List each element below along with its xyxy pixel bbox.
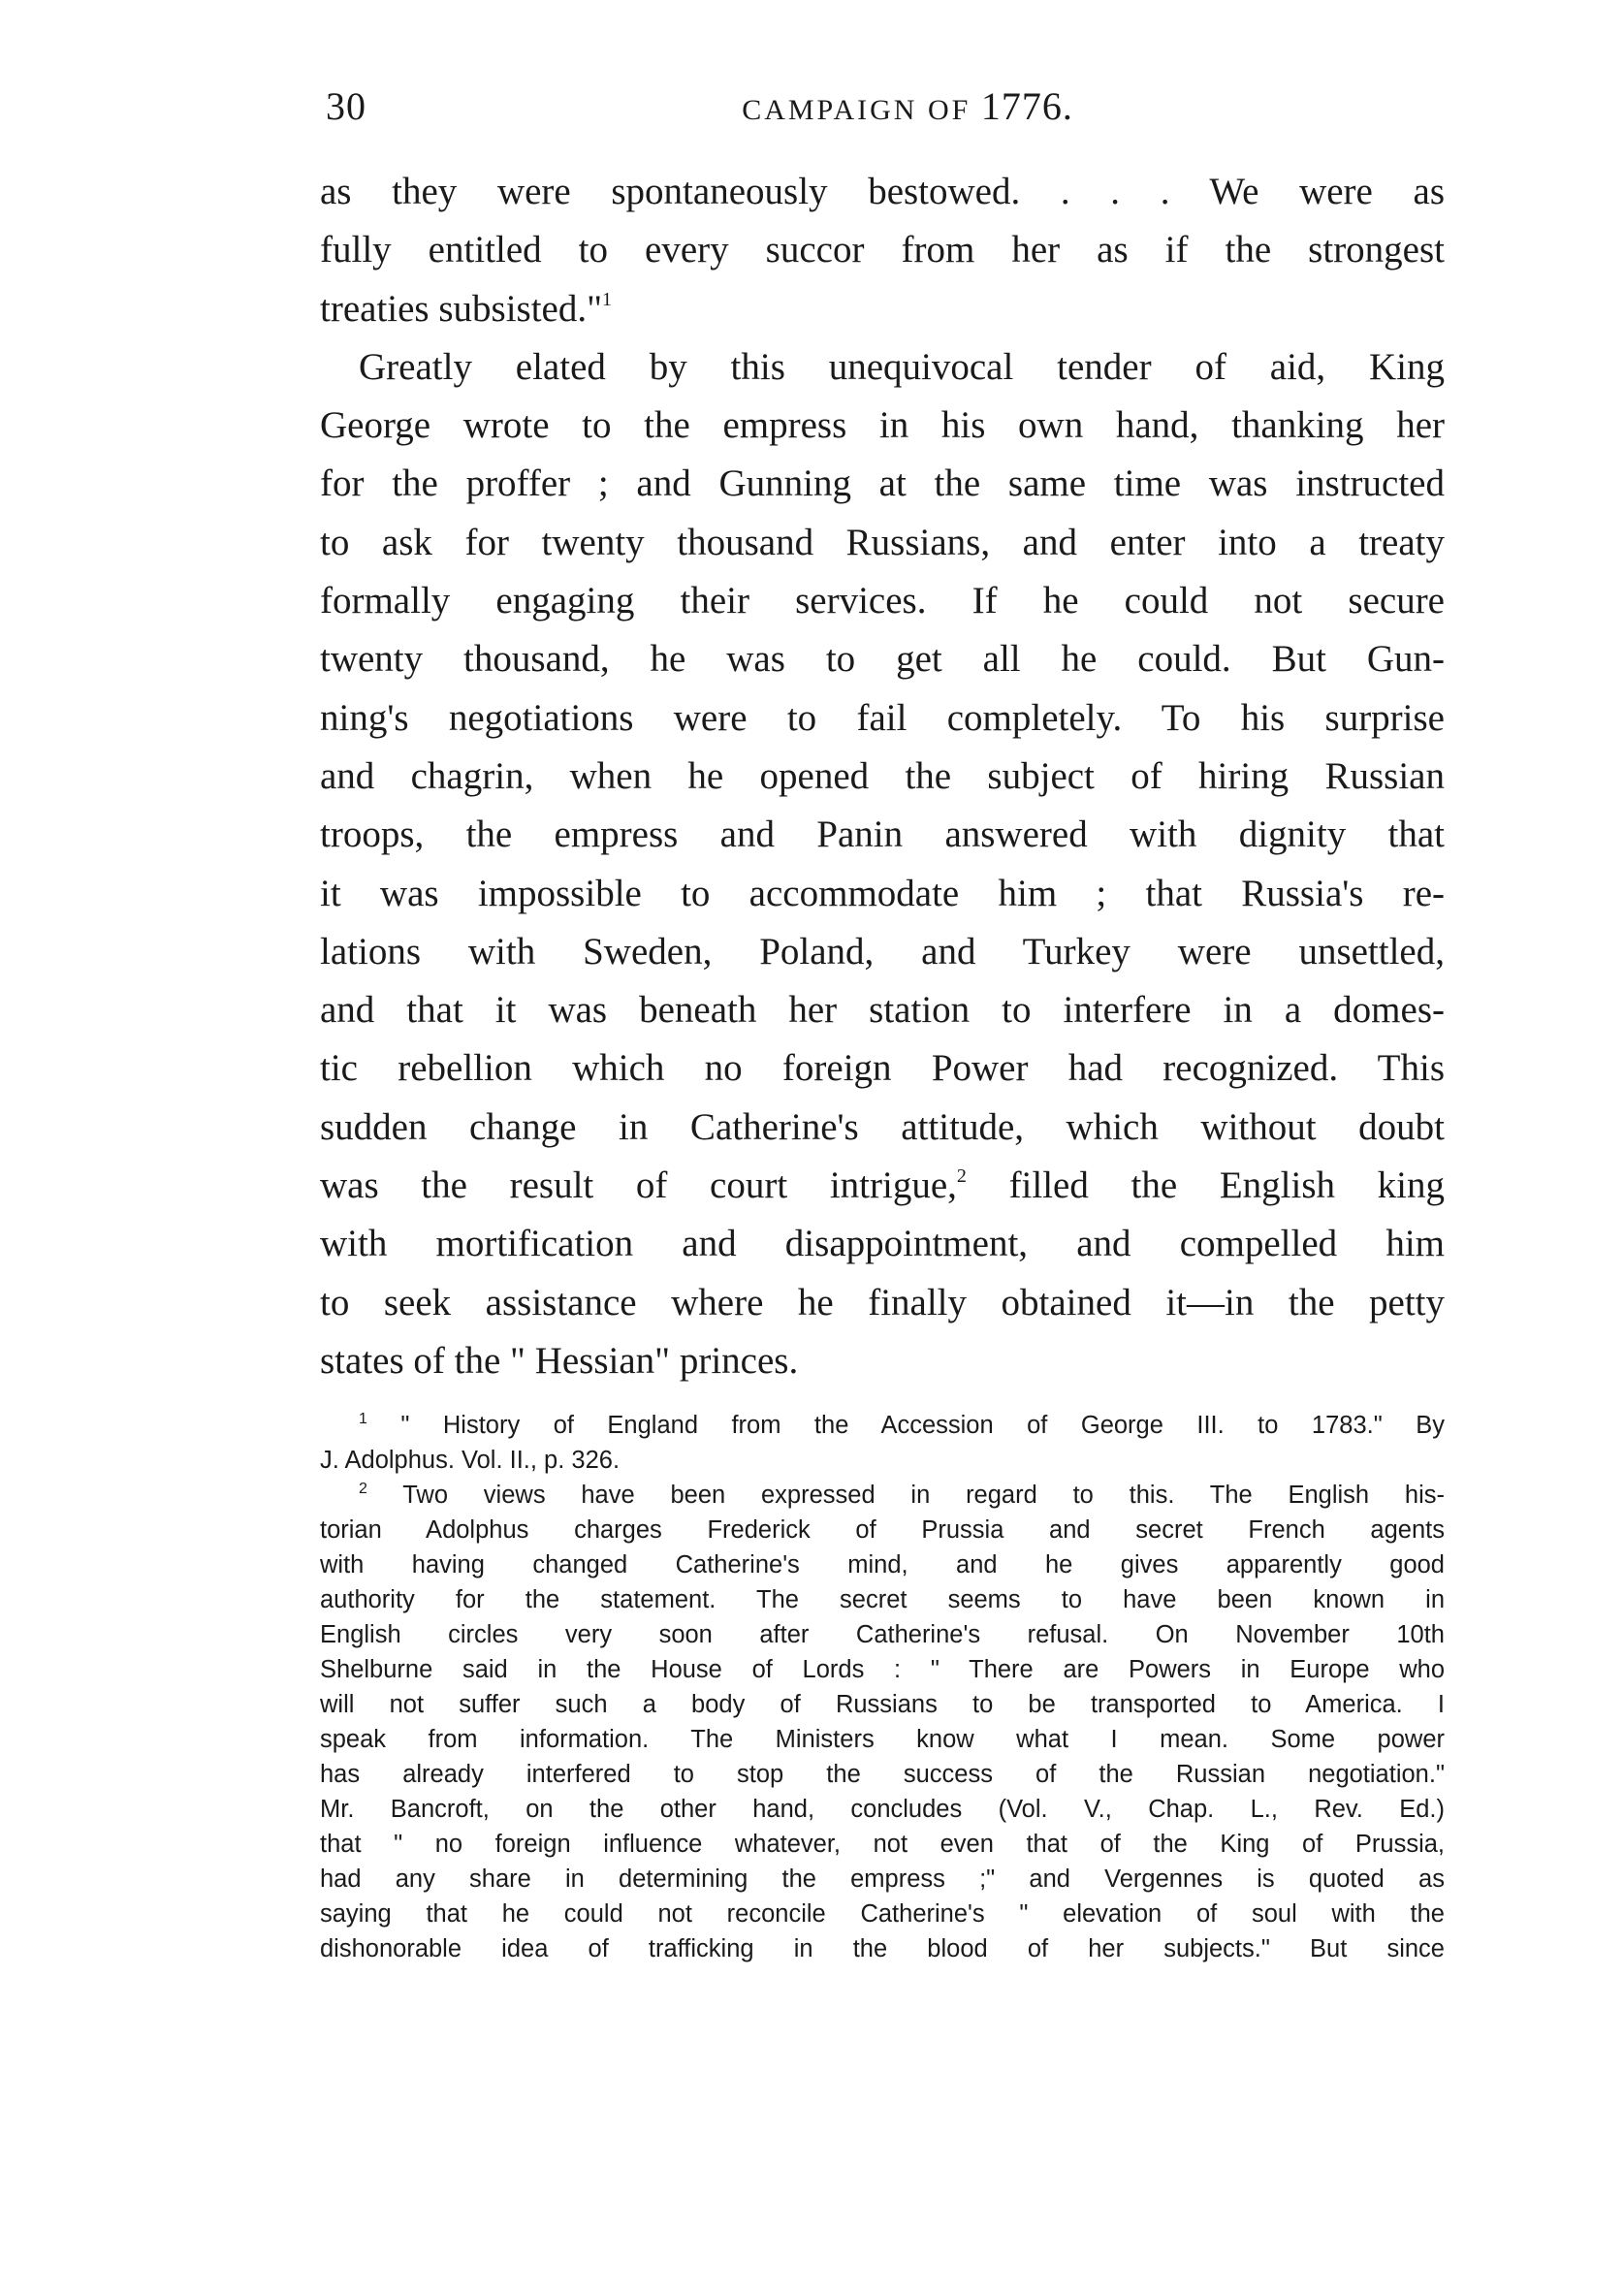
footnotes: [320, 1408, 1445, 1966]
main-text: [320, 163, 1445, 1390]
footnote-2-line: authority for the statement. The secret seems to have been known in: [320, 1586, 1445, 1613]
text-line: as they were spontaneously bestowed. . . . We were as: [320, 171, 1445, 212]
footnote-2-line: speak from information. The Ministers know what I mean. Some power: [320, 1726, 1445, 1753]
footnote-text: Two views have been expressed in regard to this. The English his-: [366, 1482, 1445, 1509]
footnote-2-line: will not suffer such a body of Russians to be transported to America. I: [320, 1691, 1445, 1718]
text-line: fully entitled to every succor from her as if the strongest: [320, 229, 1445, 271]
footnote-2-line: with having changed Catherine's mind, and he gives apparently good: [320, 1551, 1445, 1578]
text-line: ning's negotiations were to fail completely. To his surprise: [320, 696, 1445, 739]
footnote-2-line: English circles very soon after Catherine's refusal. On November 10th: [320, 1621, 1445, 1648]
footnote-2-line: Mr. Bancroft, on the other hand, concludes (Vol. V., Chap. L., Rev. Ed.): [320, 1796, 1445, 1823]
footnote-1-line: J. Adolphus. Vol. II., p. 326.: [320, 1447, 621, 1474]
running-head-title: CAMPAIGN OF: [742, 94, 971, 126]
footnote-1-marker: 1: [359, 1411, 367, 1427]
text-line: states of the " Hessian" princes.: [320, 1339, 799, 1382]
page-number: 30: [326, 84, 366, 128]
text-line: Greatly elated by this unequivocal tender of aid, King: [359, 345, 1445, 388]
footnote-2-line: that " no foreign influence whatever, not even that of the King of Prussia,: [320, 1831, 1445, 1858]
text-line: and that it was beneath her station to interfere in a domes-: [320, 989, 1445, 1032]
footnote-text: " History of England from the Accession of George III. to 1783." By: [366, 1412, 1445, 1439]
footnote-2-line: torian Adolphus charges Frederick of Prussia and secret French agents: [320, 1516, 1445, 1544]
footnote-2-line: [320, 1478, 1445, 1513]
text-line: troops, the empress and Panin answered with dignity that: [320, 813, 1445, 856]
footnote-2-line: had any share in determining the empress ;" and Vergennes is quoted as: [320, 1866, 1445, 1893]
footnote-2-line: Shelburne said in the House of Lords : " There are Powers in Europe who: [320, 1656, 1445, 1683]
text-line: tic rebellion which no foreign Power had recognized. This: [320, 1047, 1445, 1090]
running-head: [326, 78, 1450, 140]
text-line: to seek assistance where he finally obtained it—in the petty: [320, 1281, 1445, 1323]
text-line-content: was the result of court intrigue,: [320, 1164, 957, 1207]
text-line: lations with Sweden, Poland, and Turkey were unsettled,: [320, 930, 1445, 973]
text-line: formally engaging their services. If he could not secure: [320, 580, 1445, 622]
page-header: [326, 78, 1450, 136]
text-line: twenty thousand, he was to get all he could. But Gun-: [320, 638, 1445, 681]
text-line-content: treaties subsisted.": [320, 287, 603, 330]
text-line: sudden change in Catherine's attitude, which without doubt: [320, 1105, 1445, 1148]
text-line: [320, 1157, 1445, 1215]
text-line: with mortification and disappointment, and compelled him: [320, 1223, 1445, 1265]
footnote-1-line: [320, 1408, 1445, 1443]
footnote-ref-1: 1: [602, 288, 613, 310]
footnote-2-line: dishonorable idea of trafficking in the blood of her subjects." But since: [320, 1935, 1445, 1962]
text-line: George wrote to the empress in his own hand, thanking her: [320, 404, 1445, 447]
text-line: to ask for twenty thousand Russians, and enter into a treaty: [320, 521, 1445, 563]
text-line: [320, 280, 1445, 338]
footnote-2-line: has already interfered to stop the success of the Russian negotiation.": [320, 1761, 1445, 1788]
text-line: and chagrin, when he opened the subject of hiring Russian: [320, 754, 1445, 797]
footnote-2-marker: 2: [359, 1481, 367, 1497]
text-line-content: filled the English king: [966, 1164, 1445, 1207]
text-line: for the proffer ; and Gunning at the same time was instructed: [320, 462, 1445, 505]
footnote-ref-2: 2: [956, 1165, 967, 1188]
footnote-2-line: saying that he could not reconcile Catherine's " elevation of soul with the: [320, 1900, 1445, 1928]
running-head-year: 1776.: [980, 84, 1073, 128]
text-line: it was impossible to accommodate him ; that Russia's re-: [320, 872, 1445, 914]
